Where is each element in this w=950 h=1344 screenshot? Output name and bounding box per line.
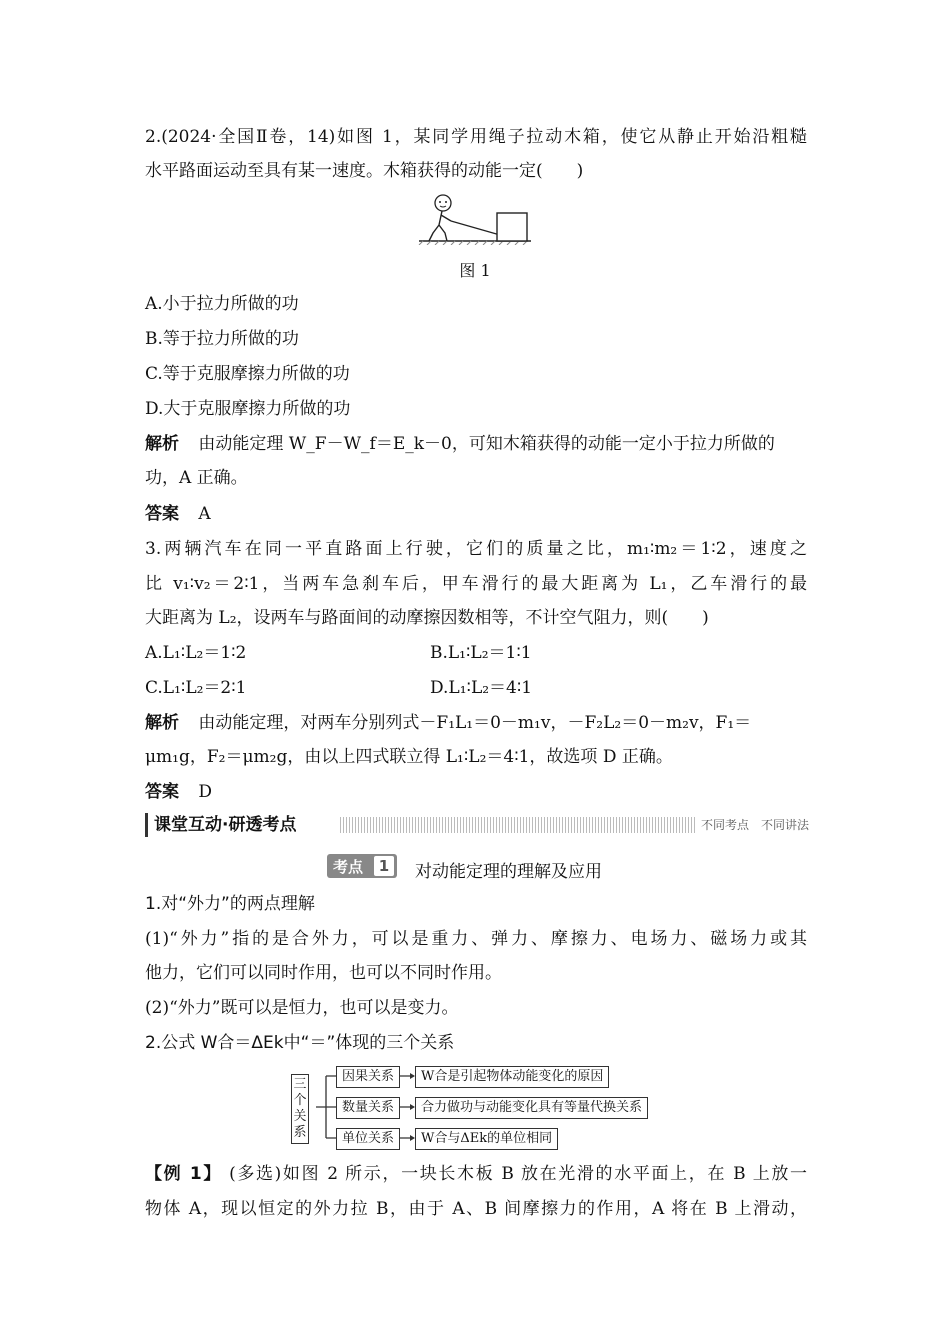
q3-stem-line1: 3.两辆汽车在同一平直路面上行驶，它们的质量之比，m₁∶m₂＝1∶2，速度之	[145, 539, 807, 559]
q2-answer: A	[198, 504, 211, 524]
point-badge-number: 1	[374, 856, 394, 876]
q2-answer-label: 答案	[145, 504, 179, 524]
q3-answer-line	[145, 781, 212, 803]
example-1-line2: 物体 A，现以恒定的外力拉 B，由于 A、B 间摩擦力的作用，A 将在 B 上滑动，	[145, 1199, 807, 1219]
section-title: 课堂互动·研透考点	[145, 813, 302, 837]
figure-1-caption: 图 1	[459, 261, 491, 280]
diagram-label-unit: 单位关系	[336, 1128, 400, 1150]
q3-option-d: D.L₁∶L₂＝4∶1	[430, 678, 533, 698]
q3-stem-line2: 比 v₁∶v₂＝2∶1，当两车急刹车后，甲车滑行的最大距离为 L₁，乙车滑行的最	[145, 574, 807, 594]
example-1-text: (多选)如图 2 所示，一块长木板 B 放在光滑的水平面上，在 B 上放一	[229, 1164, 807, 1184]
section-tag: 不同考点 不同讲法	[697, 816, 813, 834]
diagram-desc-unit: W合与ΔEk的单位相同	[415, 1128, 558, 1150]
q2-option-d: D.大于克服摩擦力所做的功	[145, 399, 351, 419]
point-badge	[327, 854, 397, 878]
q3-analysis-text: 由动能定理，对两车分别列式－F₁L₁＝0－m₁v，－F₂L₂＝0－m₂v，F₁＝	[198, 713, 752, 733]
q2-option-c: C.等于克服摩擦力所做的功	[145, 364, 350, 384]
q2-analysis-line1	[145, 433, 775, 455]
q3-analysis-label: 解析	[145, 713, 179, 733]
section-banner	[145, 813, 813, 837]
figure-1-person-pulling-box	[415, 193, 535, 245]
q2-option-b: B.等于拉力所做的功	[145, 329, 299, 349]
q3-stem-line3: 大距离为 L₂，设两车与路面间的动摩擦因数相等，不计空气阻力，则( )	[145, 608, 709, 628]
q3-analysis-line1	[145, 712, 751, 734]
q3-answer-label: 答案	[145, 782, 179, 802]
diagram-label-quantity: 数量关系	[336, 1097, 400, 1119]
point-title: 对动能定理的理解及应用	[415, 862, 602, 882]
example-1-label: 【例 1】	[145, 1164, 222, 1184]
q2-analysis-text: 由动能定理 W_F－W_f＝E_k－0，可知木箱获得的动能一定小于拉力所做的	[198, 434, 775, 454]
diagram-desc-causal: W合是引起物体动能变化的原因	[415, 1066, 609, 1088]
diagram-desc-quantity: 合力做功与动能变化具有等量代换关系	[415, 1097, 648, 1119]
q2-stem-line2: 水平路面运动至具有某一速度。木箱获得的动能一定( )	[145, 161, 584, 181]
content-heading-1: 1.对“外力”的两点理解	[145, 894, 315, 914]
q3-option-a: A.L₁∶L₂＝1∶2	[145, 643, 247, 663]
content-p1-line2: 他力，它们可以同时作用，也可以不同时作用。	[145, 963, 502, 983]
point-badge-label: 考点	[333, 858, 364, 876]
q2-stem-line1: 2.(2024·全国Ⅱ卷，14)如图 1，某同学用绳子拉动木箱，使它从静止开始沿粗糙	[145, 127, 807, 147]
q3-option-c: C.L₁∶L₂＝2∶1	[145, 678, 247, 698]
diagram-label-causal: 因果关系	[336, 1066, 400, 1088]
q3-analysis-line2: μm₁g，F₂＝μm₂g，由以上四式联立得 L₁∶L₂＝4∶1，故选项 D 正确。	[145, 747, 673, 767]
q2-analysis-label: 解析	[145, 434, 179, 454]
content-p1-line1: (1)“外力”指的是合外力，可以是重力、弹力、摩擦力、电场力、磁场力或其	[145, 929, 807, 949]
q3-answer: D	[198, 782, 213, 802]
q3-option-b: B.L₁∶L₂＝1∶1	[430, 643, 532, 663]
q2-analysis-line2: 功，A 正确。	[145, 468, 248, 488]
diagram-root: 三个关系	[291, 1074, 309, 1144]
content-heading-2: 2.公式 W合＝ΔEk中“＝”体现的三个关系	[145, 1033, 455, 1053]
q2-answer-line	[145, 503, 211, 525]
q2-option-a: A.小于拉力所做的功	[145, 294, 299, 314]
example-1-line1	[145, 1163, 807, 1185]
content-p2: (2)“外力”既可以是恒力，也可以是变力。	[145, 998, 459, 1018]
